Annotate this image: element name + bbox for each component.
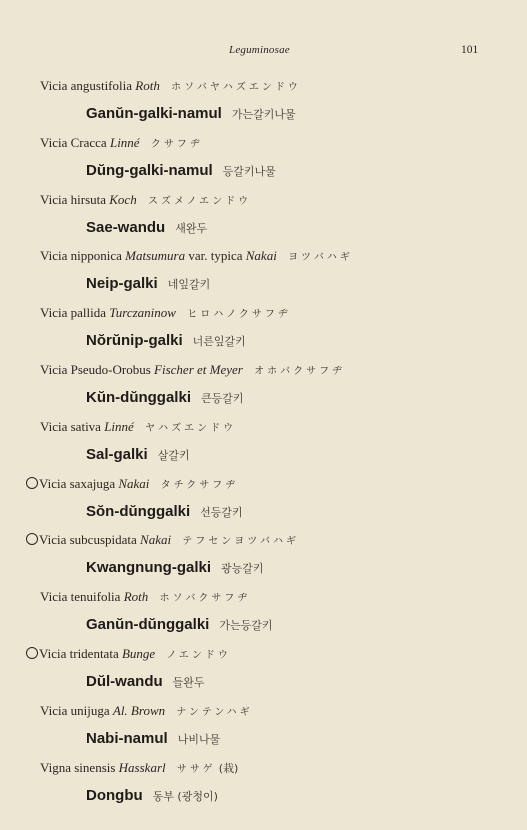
species-epithet: saxajuga [69, 475, 116, 491]
species-epithet: angustifolia [70, 78, 133, 93]
hangul-name: 동부 (광청이) [152, 789, 218, 803]
korean-romanized-name: Dŭl-wandu [86, 672, 163, 690]
author-citation: Roth [123, 589, 149, 605]
japanese-name: タチクサフヂ [160, 479, 239, 491]
species-entry [0, 356, 527, 413]
running-head [0, 44, 527, 60]
korean-romanized-name: Dongbu [86, 786, 143, 804]
author-citation: Roth [135, 78, 160, 93]
genus-name: Vicia [39, 645, 67, 661]
species-epithet: Pseudo-Orobus [70, 361, 151, 377]
korean-romanized-name: Nabi-namul [86, 729, 168, 747]
hangul-name: 선등갈키 [200, 505, 243, 519]
species-epithet: sativa [70, 418, 101, 434]
hangul-name: 새완두 [175, 221, 208, 235]
korean-name-line [86, 105, 296, 123]
species-entry [0, 413, 527, 470]
scientific-name-line [40, 760, 238, 776]
hangul-name: 너른잎갈키 [192, 335, 246, 349]
scientific-name-line [40, 78, 301, 94]
hangul-name: 네잎갈키 [167, 278, 211, 292]
scientific-name-line [40, 248, 353, 264]
korean-romanized-name: Kwangnung-galki [86, 559, 211, 577]
korean-romanized-name: Dŭng-galki-namul [86, 161, 213, 179]
author-citation: Al. Brown [112, 702, 166, 718]
scientific-name-line [40, 419, 236, 435]
korean-name-line [86, 219, 207, 237]
running-title: Leguminosae [229, 44, 290, 56]
korean-name-line [86, 332, 246, 350]
hangul-name: 가는등갈키 [219, 619, 273, 633]
species-epithet: subcuspidata [69, 532, 137, 548]
hangul-name: 가는갈키나물 [231, 108, 296, 121]
korean-romanized-name: Sal-galki [86, 445, 148, 463]
species-epithet: nipponica [70, 248, 122, 264]
author-citation: Matsumura [125, 248, 186, 264]
scientific-name-line [40, 135, 203, 151]
hangul-name: 나비나물 [177, 732, 221, 746]
species-list [0, 72, 527, 810]
korean-romanized-name: Ganŭn-galki-namul [86, 105, 222, 122]
korean-name-line [86, 673, 205, 691]
scientific-name-line [40, 362, 345, 378]
genus-name: Vicia [40, 702, 68, 718]
circle-mark-icon [26, 647, 38, 659]
hangul-name: 큰등갈키 [201, 391, 244, 405]
author-citation: Linné [109, 134, 140, 150]
korean-name-line [86, 162, 276, 180]
scientific-name-line [40, 192, 251, 208]
japanese-name: ヤハズエンドウ [145, 422, 237, 434]
japanese-name: ノエンドウ [166, 649, 231, 661]
genus-name: Vicia [40, 361, 68, 377]
japanese-name: ヒロハノクサフヂ [187, 309, 291, 321]
korean-name-line [86, 730, 220, 748]
hangul-name: 등갈키나물 [222, 164, 276, 178]
korean-romanized-name: Kŭn-dŭnggalki [86, 388, 191, 406]
korean-name-line [86, 275, 210, 293]
species-entry [0, 697, 527, 754]
genus-name: Vigna [40, 759, 71, 775]
japanese-name: ホソバクサフヂ [159, 593, 251, 605]
genus-name: Vicia [40, 134, 68, 150]
species-entry [0, 72, 527, 129]
species-epithet: hirsuta [70, 191, 107, 207]
scientific-name-line [40, 589, 250, 605]
genus-name: Vicia [40, 305, 68, 321]
genus-name: Vicia [40, 78, 68, 93]
japanese-name: ササゲ [176, 763, 216, 775]
variety-author: Nakai [245, 248, 277, 264]
species-entry [0, 186, 527, 243]
species-epithet: tenuifolia [70, 589, 121, 605]
japanese-name: ナンテンハギ [176, 706, 253, 718]
species-epithet: Cracca [70, 134, 107, 150]
genus-name: Vicia [39, 475, 67, 491]
species-entry [0, 299, 527, 356]
hangul-name: 들완두 [172, 675, 205, 689]
species-epithet: sinensis [74, 759, 116, 775]
korean-name-line [86, 559, 264, 577]
circle-mark-icon [26, 477, 38, 489]
genus-name: Vicia [40, 248, 68, 264]
korean-name-line [86, 616, 272, 634]
korean-name-line [86, 503, 243, 521]
author-citation: Linné [104, 418, 134, 434]
scientific-name-line [26, 532, 299, 548]
species-entry [0, 242, 527, 299]
variety-name: var. typica [188, 248, 243, 264]
species-entry [0, 526, 527, 583]
japanese-name: テフセンヨツバハギ [182, 536, 300, 548]
species-entry [0, 583, 527, 640]
author-citation: Hasskarl [118, 759, 166, 775]
korean-romanized-name: Sae-wandu [86, 218, 166, 236]
cultivated-note: (栽) [218, 761, 239, 775]
japanese-name: ホソバヤハズエンドウ [171, 82, 301, 93]
species-entry [0, 640, 527, 697]
scientific-name-line [40, 305, 291, 321]
species-entry [0, 754, 527, 811]
species-epithet: tridentata [69, 645, 119, 661]
genus-name: Vicia [39, 532, 67, 548]
genus-name: Vicia [40, 589, 68, 605]
korean-romanized-name: Sŏn-dŭnggalki [86, 502, 191, 520]
species-epithet: unijuga [70, 702, 110, 718]
author-citation: Fischer et Meyer [154, 361, 243, 377]
author-citation: Nakai [118, 475, 150, 491]
scientific-name-line [40, 703, 253, 719]
genus-name: Vicia [40, 418, 68, 434]
author-citation: Nakai [140, 532, 172, 548]
japanese-name: スズメノエンドウ [147, 195, 252, 207]
japanese-name: クサフヂ [150, 138, 203, 150]
author-citation: Koch [109, 191, 137, 207]
genus-name: Vicia [40, 191, 68, 207]
hangul-name: 광능갈키 [221, 562, 264, 576]
scientific-name-line [26, 476, 238, 492]
species-entry [0, 129, 527, 186]
circle-mark-icon [26, 533, 38, 545]
korean-name-line [86, 787, 218, 805]
species-entry [0, 470, 527, 527]
hangul-name: 살갈키 [157, 448, 190, 462]
korean-romanized-name: Ganŭn-dŭnggalki [86, 616, 210, 634]
korean-name-line [86, 446, 190, 464]
author-citation: Turczaninow [109, 305, 176, 321]
scientific-name-line [26, 646, 231, 662]
species-epithet: pallida [70, 305, 107, 321]
korean-romanized-name: Nŏrŭnip-galki [86, 332, 183, 350]
japanese-name: ヨツバハギ [288, 252, 353, 264]
korean-name-line [86, 389, 244, 407]
japanese-name: オホバクサフヂ [254, 365, 346, 377]
page-number: 101 [461, 44, 479, 56]
korean-romanized-name: Neip-galki [86, 275, 158, 293]
author-citation: Bunge [121, 645, 156, 661]
